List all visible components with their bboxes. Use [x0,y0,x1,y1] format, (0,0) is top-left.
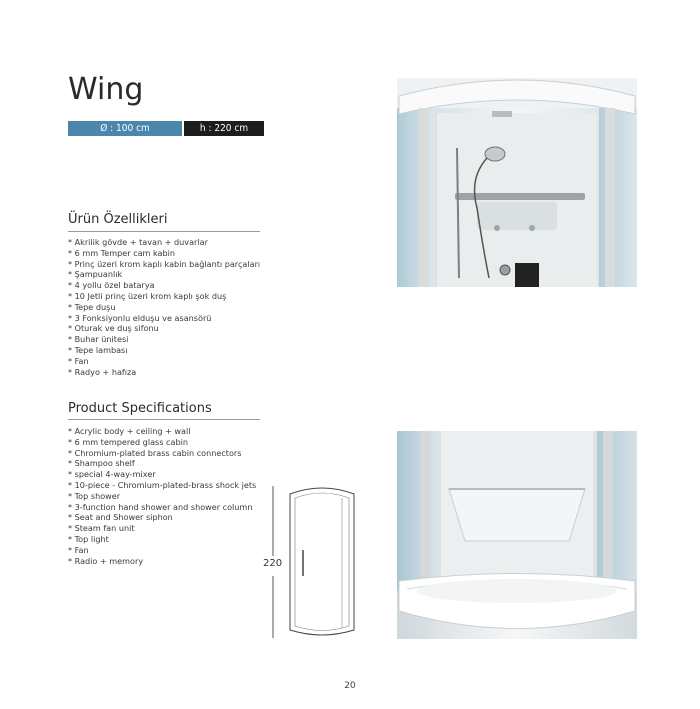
shower-cabin-top-photo [397,78,637,287]
feature-item: * 3 Fonksiyonlu elduşu ve asansörü [68,312,212,323]
feature-item: * Tepe lambası [68,344,128,355]
english-heading-divider [68,419,260,420]
feature-item: * special 4-way-mixer [68,469,156,480]
feature-item: * Top light [68,533,109,544]
feature-item: * Oturak ve duş sifonu [68,323,159,334]
feature-item: * 6 mm tempered glass cabin [68,436,188,447]
feature-item: * Tepe duşu [68,301,116,312]
feature-item: * Radio + memory [68,555,144,566]
feature-item: * Chromium-plated brass cabin connectors [68,447,242,458]
feature-item: * Acrylic body + ceiling + wall [68,426,191,436]
feature-item: * Shampoo shelf [68,458,135,469]
turkish-features-list [68,237,260,377]
feature-item: * Steam fan unit [68,523,135,534]
feature-item: * Prinç üzeri krom kaplı kabin bağlantı parçaları [68,258,261,269]
feature-item: * Fan [68,544,89,555]
dimension-drawing [262,480,372,644]
feature-item: * Buhar ünitesi [68,334,129,345]
feature-item: * Top shower [68,490,121,501]
page-number: 20 [344,681,356,691]
feature-item: * Şampuanlık [68,269,123,280]
feature-item: * Akrilik gövde + tavan + duvarlar [68,237,208,247]
product-title: Wing [68,72,144,107]
shower-cabin-bottom-photo [397,431,637,639]
feature-item: * Fan [68,355,89,366]
english-specs-heading: Product Specifications [68,401,212,416]
height-badge: h : 220 cm [184,121,264,136]
turkish-heading-divider [68,231,260,232]
turkish-specs-heading: Ürün Özellikleri [68,212,168,227]
feature-item: * Radyo + hafıza [68,366,137,377]
feature-item: * 4 yollu özel batarya [68,280,155,291]
drawing-height-label: 220 [263,558,283,569]
english-features-list [68,426,256,566]
feature-item: * 6 mm Temper cam kabin [68,247,176,258]
feature-item: * 3-function hand shower and shower column [68,501,253,512]
diameter-badge: Ø : 100 cm [68,121,182,136]
feature-item: * 10 Jetli prinç üzeri krom kaplı şok duş [68,290,227,301]
feature-item: * 10-piece - Chromium-plated-brass shock jets [68,479,257,490]
feature-item: * Seat and Shower siphon [68,512,173,523]
